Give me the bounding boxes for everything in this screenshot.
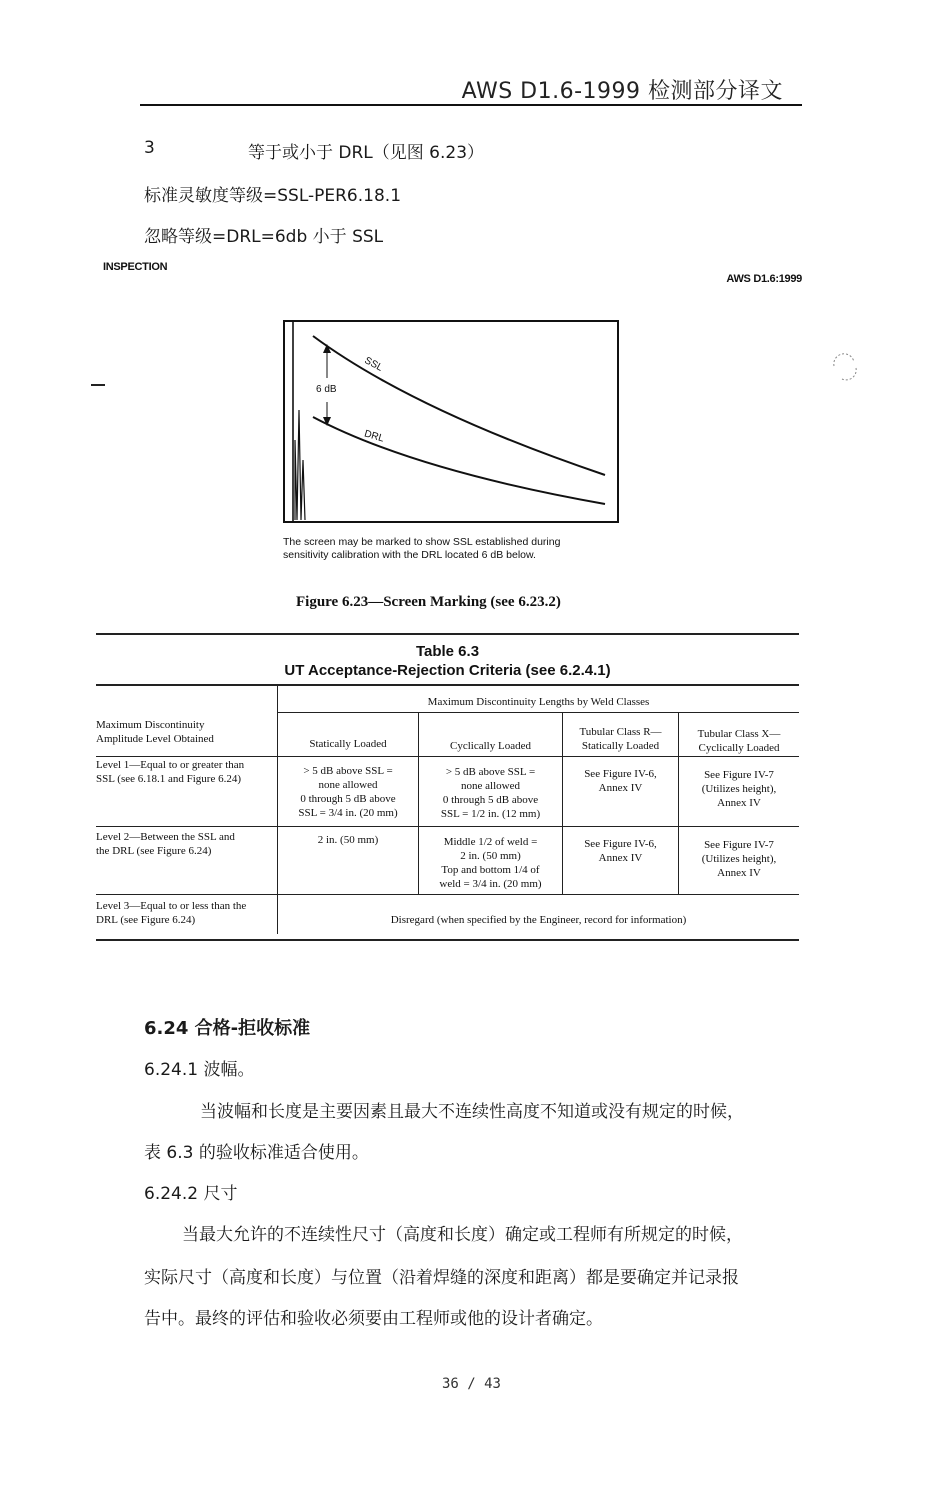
intro-line3: 忽略等级=DRL=6db 小于 SSL	[144, 227, 384, 247]
table-row2-label	[96, 830, 276, 858]
row1-cell2-line4: SSL = 1/2 in. (12 mm)	[440, 808, 541, 820]
figure-caption-line2: sensitivity calibration with the DRL located 6 dB below.	[283, 549, 536, 561]
row1-cell1-line4: SSL = 3/4 in. (20 mm)	[298, 807, 398, 819]
table-col3-header	[563, 725, 678, 753]
row1-cell1-line3: 0 through 5 dB above	[300, 793, 396, 805]
figure-label-drl: DRL	[362, 428, 386, 445]
page-number: 36 / 43	[441, 1376, 501, 1392]
table-row3-span: Disregard (when specified by the Engineer, record for information)	[390, 914, 687, 926]
table-row2-cell3	[563, 837, 678, 865]
table-col4-header	[679, 727, 799, 755]
scan-header-right: AWS D1.6:1999	[726, 273, 802, 285]
table-row1-cell2	[419, 765, 562, 821]
table-row1-cell1	[278, 764, 418, 820]
section-sub1: 6.24.1 波幅。	[144, 1060, 255, 1080]
table-col2-header: Cyclically Loaded	[450, 740, 531, 752]
row2-cell2-line2: 2 in. (50 mm)	[460, 850, 521, 862]
section-para1-line1: 当波幅和长度是主要因素且最大不连续性高度不知道或没有规定的时候，	[200, 1102, 744, 1122]
section-sub2: 6.24.2 尺寸	[144, 1184, 238, 1204]
row2-cell4-line2: (Utilizes height),	[701, 853, 777, 865]
table-title-rule	[96, 684, 799, 686]
figure-screen-drawing	[283, 320, 619, 523]
figure-label-ssl: SSL	[362, 355, 385, 374]
table-row2-cell2	[419, 835, 562, 891]
section-para1-line2: 表 6.3 的验收标准适合使用。	[144, 1143, 369, 1163]
row2-cell3-line1: See Figure IV-6,	[584, 838, 657, 850]
row1-label-line2: SSL (see 6.18.1 and Figure 6.24)	[96, 773, 242, 785]
header-rule	[140, 104, 802, 106]
row3-label-line1: Level 3—Equal to or less than the	[96, 900, 247, 912]
table-group-rule	[278, 712, 799, 713]
table-row1-rule	[96, 826, 799, 827]
col0-header-line2: Amplitude Level Obtained	[96, 733, 214, 745]
table-row3-label	[96, 899, 276, 927]
ssl-curve	[313, 336, 605, 475]
table-row2-cell4	[679, 838, 799, 880]
col3-header-line1: Tubular Class R—	[579, 726, 662, 738]
intro-line2: 标准灵敏度等级=SSL-PER6.18.1	[144, 186, 402, 206]
table-row2-rule	[96, 894, 799, 895]
figure-caption-line1: The screen may be marked to show SSL established during	[283, 536, 561, 548]
section-para2-line2: 实际尺寸（高度和长度）与位置（沿着焊缝的深度和距离）都是要确定并记录报	[144, 1268, 739, 1288]
row1-cell4-line1: See Figure IV-7	[704, 769, 774, 781]
section-para2-line1: 当最大允许的不连续性尺寸（高度和长度）确定或工程师有所规定的时候，	[182, 1225, 743, 1245]
row1-cell4-line3: Annex IV	[717, 797, 761, 809]
col0-header-line1: Maximum Discontinuity	[96, 719, 205, 731]
col4-header-line1: Tubular Class X—	[697, 728, 781, 740]
row2-label-line1: Level 2—Between the SSL and	[96, 831, 235, 843]
table-number: Table 6.3	[415, 643, 480, 660]
col3-header-line2: Statically Loaded	[581, 740, 660, 752]
table-col0-header	[96, 718, 276, 746]
row1-cell3-line2: Annex IV	[598, 782, 643, 794]
table-group-header: Maximum Discontinuity Lengths by Weld Classes	[427, 696, 650, 708]
intro-line1-text: 等于或小于 DRL（见图 6.23）	[248, 143, 485, 163]
table-row1-cell4	[679, 768, 799, 810]
document-header-title: AWS D1.6-1999 检测部分译文	[461, 79, 783, 104]
row1-cell2-line1: > 5 dB above SSL =	[445, 766, 536, 778]
row2-cell2-line4: weld = 3/4 in. (20 mm)	[439, 878, 542, 890]
table-header-rule	[96, 756, 799, 757]
row1-cell2-line2: none allowed	[461, 780, 520, 792]
row2-cell3-line2: Annex IV	[598, 852, 643, 864]
table-col1-header: Statically Loaded	[309, 738, 387, 750]
row2-cell2-line3: Top and bottom 1/4 of	[441, 864, 540, 876]
row3-label-line2: DRL (see Figure 6.24)	[96, 914, 196, 926]
section-heading: 6.24 合格-拒收标准	[144, 1018, 311, 1039]
scan-punch-hole	[828, 352, 862, 382]
table-title: UT Acceptance-Rejection Criteria (see 6.2.4.1)	[284, 662, 611, 679]
row2-cell4-line1: See Figure IV-7	[704, 839, 774, 851]
row1-cell1-line1: > 5 dB above SSL =	[303, 765, 393, 777]
row2-label-line2: the DRL (see Figure 6.24)	[96, 845, 212, 857]
row2-cell4-line3: Annex IV	[717, 867, 761, 879]
table-top-rule	[96, 633, 799, 635]
table-bottom-rule	[96, 939, 799, 941]
row1-cell2-line3: 0 through 5 dB above	[442, 794, 539, 806]
row1-cell4-line2: (Utilizes height),	[701, 783, 777, 795]
section-para2-line3: 告中。最终的评估和验收必须要由工程师或他的设计者确定。	[144, 1309, 603, 1329]
col4-header-line2: Cyclically Loaded	[698, 742, 780, 754]
table-row1-cell3	[563, 767, 678, 795]
scan-header-left: INSPECTION	[103, 261, 168, 273]
row1-cell1-line2: none allowed	[318, 779, 378, 791]
row1-cell3-line1: See Figure IV-6,	[584, 768, 657, 780]
table-row2-cell1	[278, 833, 418, 847]
figure-label-6db: 6 dB	[316, 384, 337, 395]
row2-cell1-line1: 2 in. (50 mm)	[317, 834, 379, 846]
row1-label-line1: Level 1—Equal to or greater than	[96, 759, 245, 771]
table-row1-label	[96, 758, 276, 786]
figure-title: Figure 6.23—Screen Marking (see 6.23.2)	[296, 594, 561, 610]
scan-mark	[91, 384, 105, 386]
intro-line1-number: 3	[144, 138, 155, 158]
row2-cell2-line1: Middle 1/2 of weld =	[443, 836, 538, 848]
